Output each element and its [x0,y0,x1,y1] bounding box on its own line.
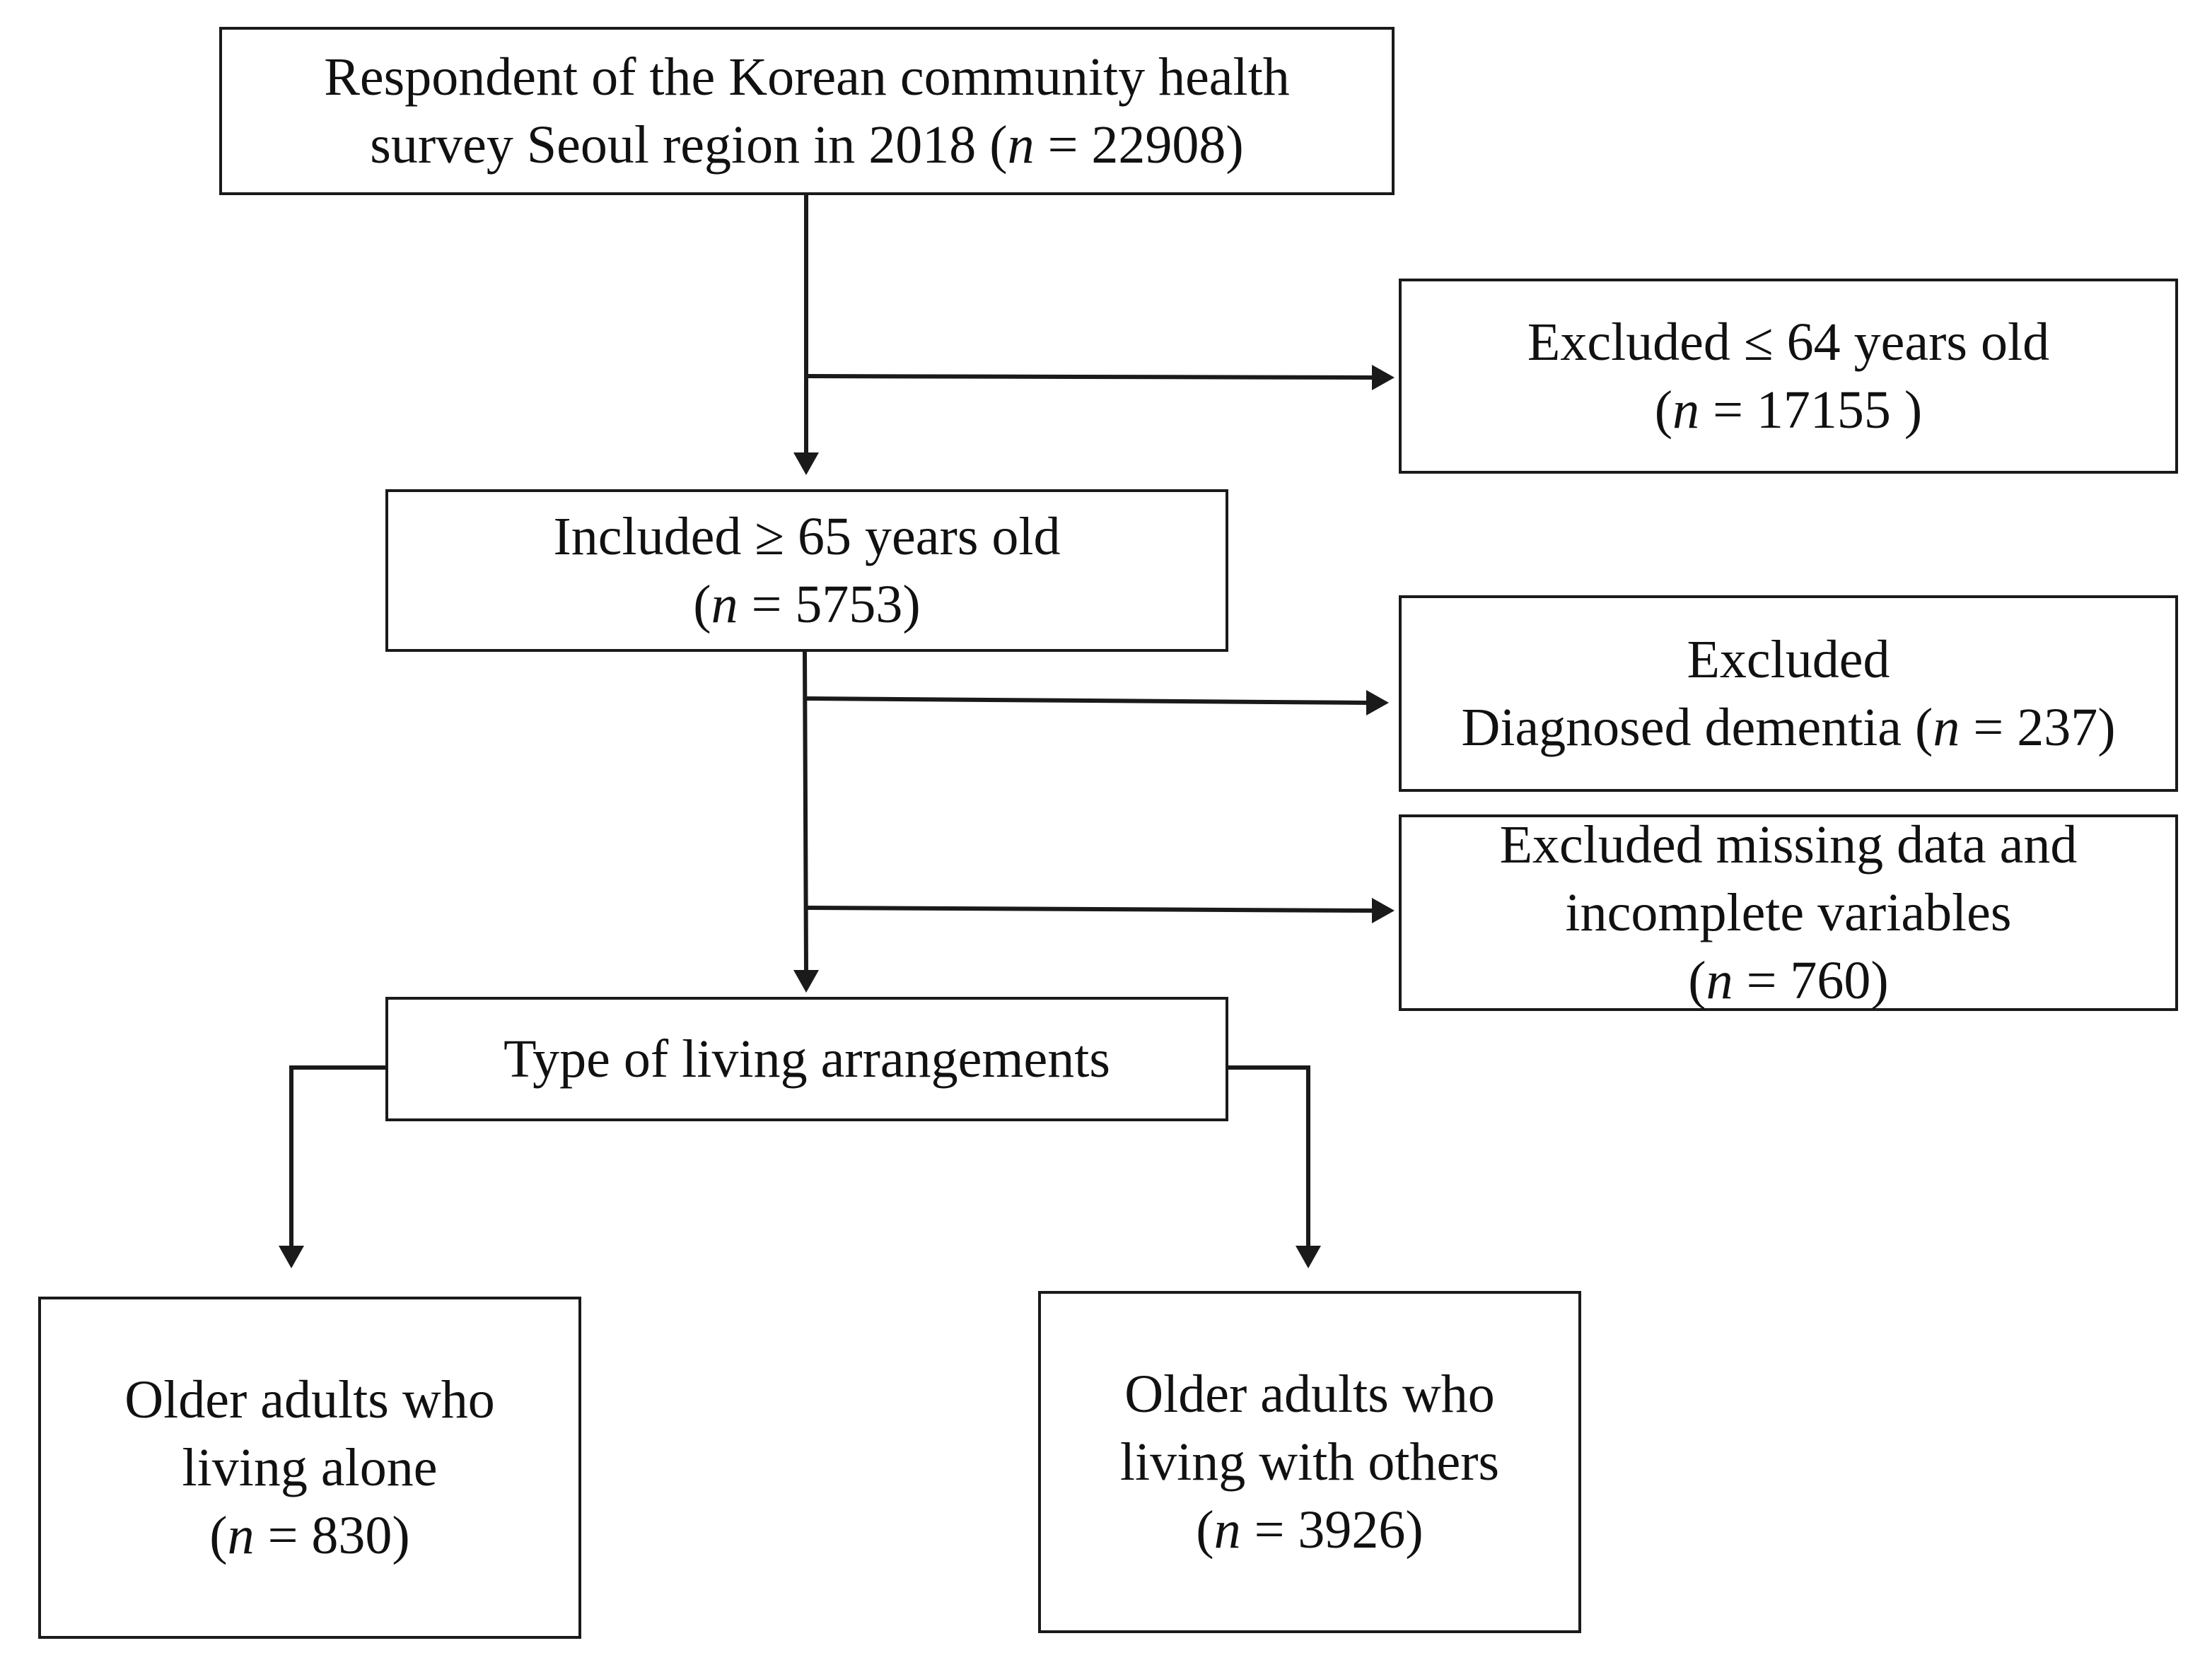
excluded-dementia-prefix: Diagnosed dementia ( [1461,698,1933,757]
excluded-dementia-line-1: Excluded [1687,630,1890,689]
included-prefix: ( [693,575,711,634]
living-arrangements-label: Type of living arrangements [503,1029,1110,1089]
n-symbol: n [227,1506,255,1565]
excluded-age-box [1399,279,2178,474]
arrowhead-included [793,452,819,475]
excluded-missing-line-3 [1688,947,1888,1015]
source-count: = 22908) [1034,115,1244,175]
excluded-missing-prefix: ( [1688,951,1706,1010]
excluded-dementia-box [1399,595,2178,792]
living-with-others-line-2: living with others [1119,1432,1500,1492]
included-box [385,489,1228,652]
included-count: = 5753) [738,575,921,634]
arrowhead-excluded-missing [1372,898,1395,923]
living-alone-line-2: living alone [182,1438,438,1497]
excluded-dementia-count: = 237) [1960,698,2116,757]
living-alone-line-1: Older adults who [124,1370,495,1430]
living-with-others-line-1: Older adults who [1124,1364,1495,1424]
arrow-type-to-living-with-others [1228,1068,1308,1246]
arrow-type-to-living-alone [291,1068,385,1246]
source-line-1: Respondent of the Korean community health [324,47,1290,107]
excluded-age-line-1: Excluded ≤ 64 years old [1527,312,2050,372]
arrowhead-excluded-age [1372,365,1395,390]
arrowhead-living-with-others [1296,1246,1321,1268]
living-with-others-box [1038,1291,1581,1633]
source-population-box [219,27,1395,195]
included-line-2 [693,571,920,638]
n-symbol: n [711,575,738,634]
arrow-to-excluded-age [806,376,1372,378]
excluded-age-prefix: ( [1654,380,1673,440]
excluded-age-line-2 [1655,376,1922,444]
excluded-missing-line-1: Excluded missing data and [1499,815,2078,875]
excluded-age-count: = 17155 ) [1699,380,1923,440]
n-symbol: n [1672,380,1700,440]
living-arrangements-box [385,997,1228,1121]
living-alone-count: = 830) [254,1506,410,1565]
n-symbol: n [1933,698,1960,757]
n-symbol: n [1007,115,1035,175]
living-with-others-line-3 [1196,1496,1423,1564]
living-alone-box [38,1297,581,1639]
included-line-1: Included ≥ 65 years old [553,507,1061,566]
living-with-others-count: = 3926) [1240,1500,1424,1560]
arrowhead-living-alone [279,1246,304,1268]
arrowhead-excluded-dementia [1366,690,1389,715]
n-symbol: n [1213,1500,1241,1560]
excluded-missing-line-2: incomplete variables [1565,883,2012,942]
source-line-2 [370,111,1243,179]
excluded-dementia-line-2 [1461,694,2115,761]
living-with-others-prefix: ( [1196,1500,1214,1560]
living-alone-line-3 [209,1502,409,1570]
living-alone-prefix: ( [209,1506,228,1565]
arrow-to-excluded-missing [806,908,1372,911]
excluded-missing-count: = 760) [1733,951,1889,1010]
arrow-to-excluded-dementia [805,699,1366,703]
excluded-missing-box [1399,814,2178,1011]
source-line-2-prefix: survey Seoul region in 2018 ( [370,115,1008,175]
arrowhead-type [793,970,819,993]
n-symbol: n [1706,951,1733,1010]
